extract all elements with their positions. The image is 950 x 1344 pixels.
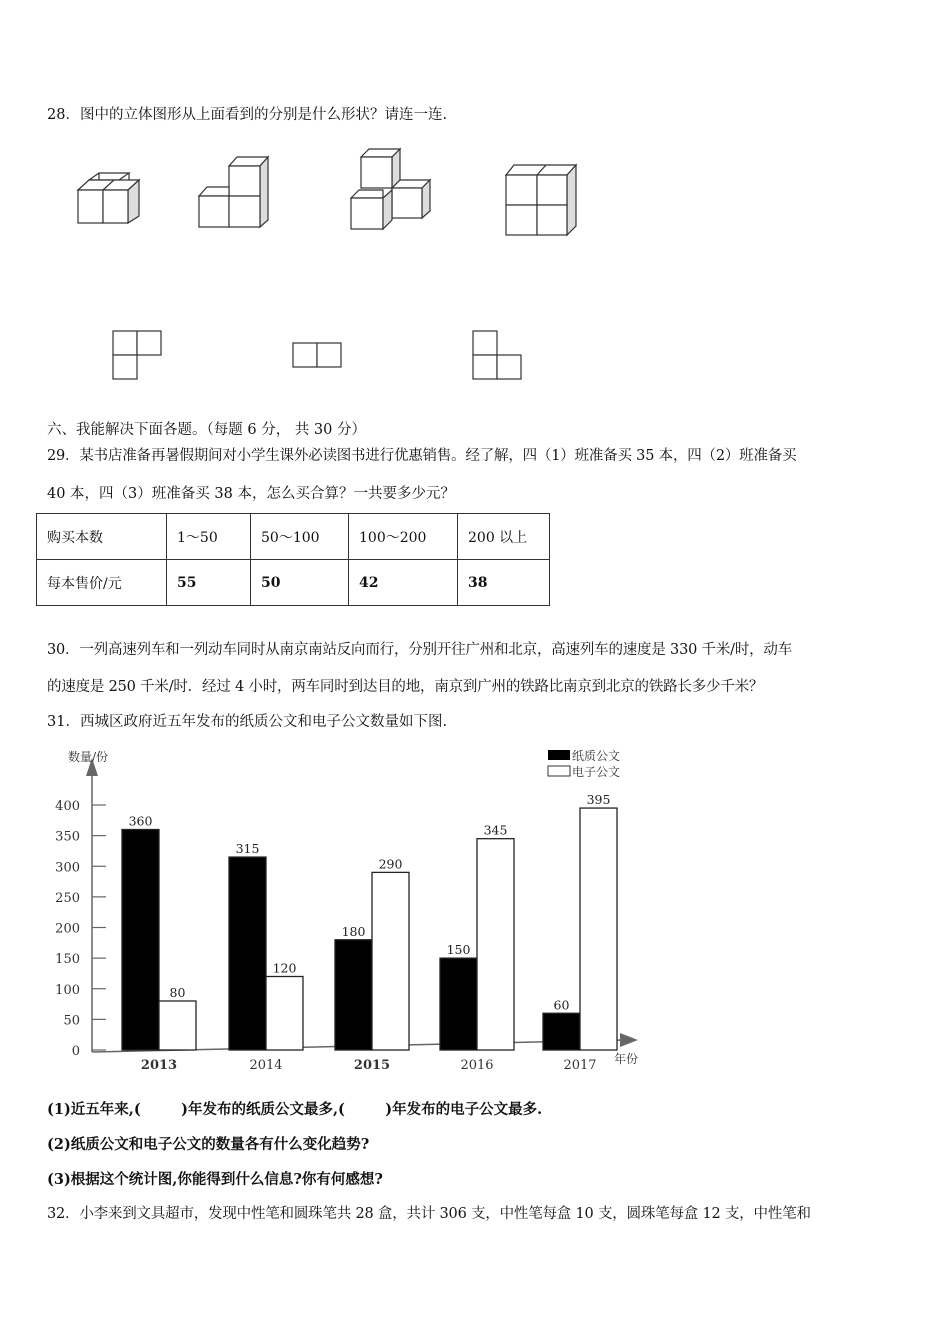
q31-sub2: (2)纸质公文和电子公文的数量各有什么变化趋势? [47, 1136, 370, 1153]
table-cell: 200 以上 [458, 514, 550, 560]
legend [548, 748, 620, 779]
data-label: 290 [378, 856, 403, 872]
bar-electronic [580, 808, 617, 1050]
cube-figure-1 [75, 170, 155, 230]
bar-electronic [477, 839, 514, 1050]
y-tick-label: 0 [71, 1044, 80, 1059]
cube-figure-4 [503, 162, 593, 252]
bar-chart [0, 735, 640, 1075]
table-cell: 42 [349, 560, 458, 606]
y-tick-label: 250 [55, 890, 80, 906]
table-row [37, 560, 550, 606]
bar-paper [122, 830, 159, 1051]
data-label: 60 [553, 997, 570, 1013]
price-table [36, 513, 550, 606]
q28-text: 28．图中的立体图形从上面看到的分别是什么形状？请连一连. [47, 107, 448, 123]
q29-line1: 29．某书店准备再暑假期间对小学生课外必读图书进行优惠销售。经了解，四（1）班准备买 35 本，四（2）班准备买 [47, 448, 797, 464]
y-tick-label: 300 [55, 860, 80, 876]
bar-electronic [372, 872, 409, 1050]
data-label: 315 [235, 841, 260, 857]
x-tick-label: 2013 [140, 1058, 178, 1073]
table-cell: 55 [167, 560, 251, 606]
y-tick-label: 100 [55, 982, 80, 998]
cube-figure-2 [196, 154, 276, 234]
x-tick-label: 2016 [460, 1058, 494, 1073]
y-axis-label: 数量/份 [68, 750, 109, 764]
x-tick-label: 2017 [563, 1058, 597, 1073]
legend-label-paper: 纸质公文 [572, 749, 621, 763]
y-tick-label: 50 [63, 1013, 80, 1029]
data-label: 80 [169, 985, 186, 1000]
y-tick-label: 150 [55, 952, 80, 968]
data-label: 395 [586, 792, 611, 808]
y-tick-label: 350 [55, 829, 80, 845]
bar-paper [543, 1013, 580, 1050]
x-tick-label: 2015 [353, 1058, 391, 1073]
data-label: 360 [128, 813, 153, 829]
table-cell: 50～100 [251, 514, 349, 560]
table-cell: 购买本数 [37, 514, 167, 560]
legend-swatch-electronic [548, 766, 570, 776]
legend-swatch-paper [548, 750, 570, 760]
q32-line1: 32．小李来到文具超市，发现中性笔和圆珠笔共 28 盒，共计 306 支，中性笔每盒 10 支，圆珠笔每盒 12 支，中性笔和 [47, 1206, 811, 1222]
top-view-shape-1 [110, 328, 170, 388]
section-heading: 六、我能解决下面各题。（每题 6 分， 共 30 分） [47, 422, 366, 438]
table-cell: 38 [458, 560, 550, 606]
bar-electronic [159, 1001, 196, 1050]
bar-paper [440, 958, 477, 1050]
q31-sub1: (1)近五年来,( )年发布的纸质公文最多,( )年发布的电子公文最多. [47, 1101, 543, 1118]
data-label: 120 [272, 960, 297, 976]
table-cell: 100～200 [349, 514, 458, 560]
bar-paper [335, 940, 372, 1050]
table-cell: 1～50 [167, 514, 251, 560]
x-axis-label: 年份 [614, 1052, 639, 1066]
legend-label-electronic: 电子公文 [572, 765, 621, 779]
table-cell: 50 [251, 560, 349, 606]
top-view-shape-3 [470, 328, 530, 388]
q30-line2: 的速度是 250 千米/时．经过 4 小时，两车同时到达目的地，南京到广州的铁路比南京到北京的铁路长多少千米？ [47, 679, 764, 695]
y-tick-label: 400 [55, 799, 80, 814]
data-label: 345 [483, 822, 508, 838]
x-axis-arrow [620, 1033, 638, 1047]
data-label: 150 [446, 942, 471, 958]
q31-sub3: (3)根据这个统计图,你能得到什么信息?你有何感想? [47, 1171, 383, 1188]
bar-electronic [266, 977, 303, 1051]
q29-line2: 40 本，四（3）班准备买 38 本，怎么买合算？一共要多少元？ [47, 486, 455, 502]
cube-figure-3 [348, 146, 438, 236]
data-label: 180 [341, 923, 366, 939]
y-tick-label: 200 [55, 921, 80, 937]
bar-paper [229, 857, 266, 1050]
table-cell: 每本售价/元 [37, 560, 167, 606]
table-row [37, 514, 550, 560]
q30-line1: 30．一列高速列车和一列动车同时从南京南站反向而行，分别开往广州和北京，高速列车的速度是 330 千米/时，动车 [47, 642, 793, 658]
top-view-shape-2 [290, 340, 350, 370]
q31-text: 31．西城区政府近五年发布的纸质公文和电子公文数量如下图. [47, 714, 448, 730]
x-tick-label: 2014 [249, 1058, 283, 1073]
